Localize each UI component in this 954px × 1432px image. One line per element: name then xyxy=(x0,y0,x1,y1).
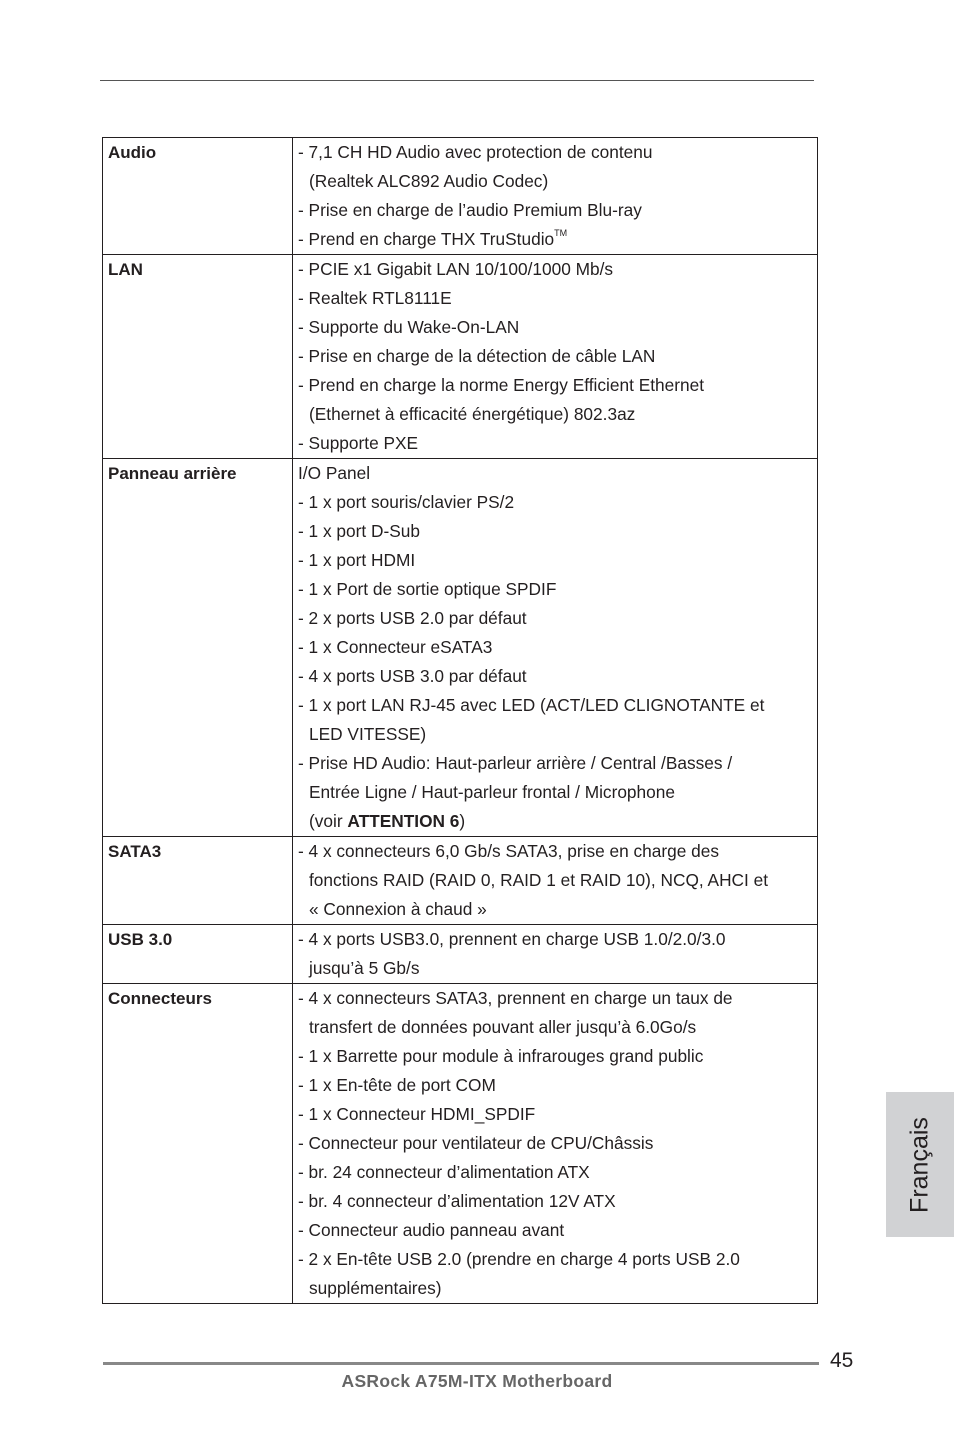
spec-line xyxy=(298,807,817,836)
language-tab xyxy=(886,1092,954,1237)
spec-label: Audio xyxy=(103,138,293,255)
spec-value xyxy=(293,459,818,837)
spec-value xyxy=(293,138,818,255)
spec-line: jusqu’à 5 Gb/s xyxy=(309,958,420,978)
spec-line: - Prise HD Audio: Haut-parleur arrière / Central /Basses / xyxy=(298,753,733,773)
spec-line: - 1 x port D-Sub xyxy=(298,521,420,541)
spec-row-audio xyxy=(103,138,818,255)
spec-line: LED VITESSE) xyxy=(309,724,427,744)
spec-line: - 4 x ports USB 3.0 par défaut xyxy=(298,666,527,686)
spec-row-connectors xyxy=(103,984,818,1304)
spec-line: - 1 x Connecteur HDMI_SPDIF xyxy=(298,1104,536,1124)
spec-line: « Connexion à chaud » xyxy=(309,899,487,919)
spec-line: - 1 x Port de sortie optique SPDIF xyxy=(298,579,557,599)
spec-value xyxy=(293,837,818,925)
spec-line: (Realtek ALC892 Audio Codec) xyxy=(309,171,549,191)
top-rule xyxy=(100,80,814,81)
spec-line: - Prise en charge de l’audio Premium Blu-ray xyxy=(298,200,642,220)
spec-label: USB 3.0 xyxy=(103,925,293,984)
spec-line: - 1 x port souris/clavier PS/2 xyxy=(298,492,515,512)
spec-line: fonctions RAID (RAID 0, RAID 1 et RAID 10), NCQ, AHCI et xyxy=(309,870,769,890)
spec-line: - Prend en charge la norme Energy Efficient Ethernet xyxy=(298,375,705,395)
spec-row-rear-panel xyxy=(103,459,818,837)
spec-line: I/O Panel xyxy=(298,463,371,483)
spec-line: - Supporte du Wake-On-LAN xyxy=(298,317,520,337)
trademark-mark: TM xyxy=(554,228,568,239)
spec-line: - 2 x En-tête USB 2.0 (prendre en charge 4 ports USB 2.0 xyxy=(298,1249,740,1269)
spec-line: - br. 4 connecteur d’alimentation 12V ATX xyxy=(298,1191,616,1211)
spec-label: SATA3 xyxy=(103,837,293,925)
page-number: 45 xyxy=(830,1349,854,1372)
spec-line: supplémentaires) xyxy=(309,1278,442,1298)
spec-value xyxy=(293,255,818,459)
spec-line: - Supporte PXE xyxy=(298,433,419,453)
spec-line: Entrée Ligne / Haut-parleur frontal / Microphone xyxy=(309,782,675,802)
spec-line: - Connecteur pour ventilateur de CPU/Châssis xyxy=(298,1133,654,1153)
spec-line: - 1 x En-tête de port COM xyxy=(298,1075,496,1095)
spec-line: - Connecteur audio panneau avant xyxy=(298,1220,565,1240)
attention-reference: ATTENTION 6 xyxy=(347,811,460,831)
footer-title: ASRock A75M-ITX Motherboard xyxy=(341,1371,613,1391)
spec-line: - 4 x ports USB3.0, prennent en charge USB 1.0/2.0/3.0 xyxy=(298,929,726,949)
spec-label: Panneau arrière xyxy=(103,459,293,837)
spec-label: LAN xyxy=(103,255,293,459)
spec-line xyxy=(298,225,817,254)
language-tab-label: Français xyxy=(905,1116,934,1213)
spec-line: - 1 x port HDMI xyxy=(298,550,416,570)
spec-line: - 4 x connecteurs SATA3, prennent en charge un taux de xyxy=(298,988,733,1008)
spec-row-lan xyxy=(103,255,818,459)
spec-line-text: - Prend en charge THX TruStudio xyxy=(298,229,555,249)
spec-row-sata3 xyxy=(103,837,818,925)
spec-line: - 1 x port LAN RJ-45 avec LED (ACT/LED CLIGNOTANTE et xyxy=(298,695,765,715)
spec-label: Connecteurs xyxy=(103,984,293,1304)
spec-line: - 7,1 CH HD Audio avec protection de contenu xyxy=(298,142,653,162)
bottom-rule xyxy=(103,1362,819,1365)
spec-line: - PCIE x1 Gigabit LAN 10/100/1000 Mb/s xyxy=(298,259,614,279)
spec-line: transfert de données pouvant aller jusqu’à 6.0Go/s xyxy=(309,1017,697,1037)
spec-line-text: (voir xyxy=(309,811,348,831)
spec-line: (Ethernet à efficacité énergétique) 802.3az xyxy=(309,404,636,424)
spec-line: - 4 x connecteurs 6,0 Gb/s SATA3, prise en charge des xyxy=(298,841,720,861)
spec-table xyxy=(102,137,818,1304)
spec-line: - 1 x Barrette pour module à infrarouges grand public xyxy=(298,1046,704,1066)
spec-line: - 1 x Connecteur eSATA3 xyxy=(298,637,493,657)
spec-line-text: ) xyxy=(459,811,466,831)
spec-value xyxy=(293,925,818,984)
spec-row-usb3 xyxy=(103,925,818,984)
spec-line: - br. 24 connecteur d’alimentation ATX xyxy=(298,1162,590,1182)
spec-line: - Realtek RTL8111E xyxy=(298,288,452,308)
spec-line: - 2 x ports USB 2.0 par défaut xyxy=(298,608,527,628)
spec-value xyxy=(293,984,818,1304)
spec-line: - Prise en charge de la détection de câble LAN xyxy=(298,346,656,366)
